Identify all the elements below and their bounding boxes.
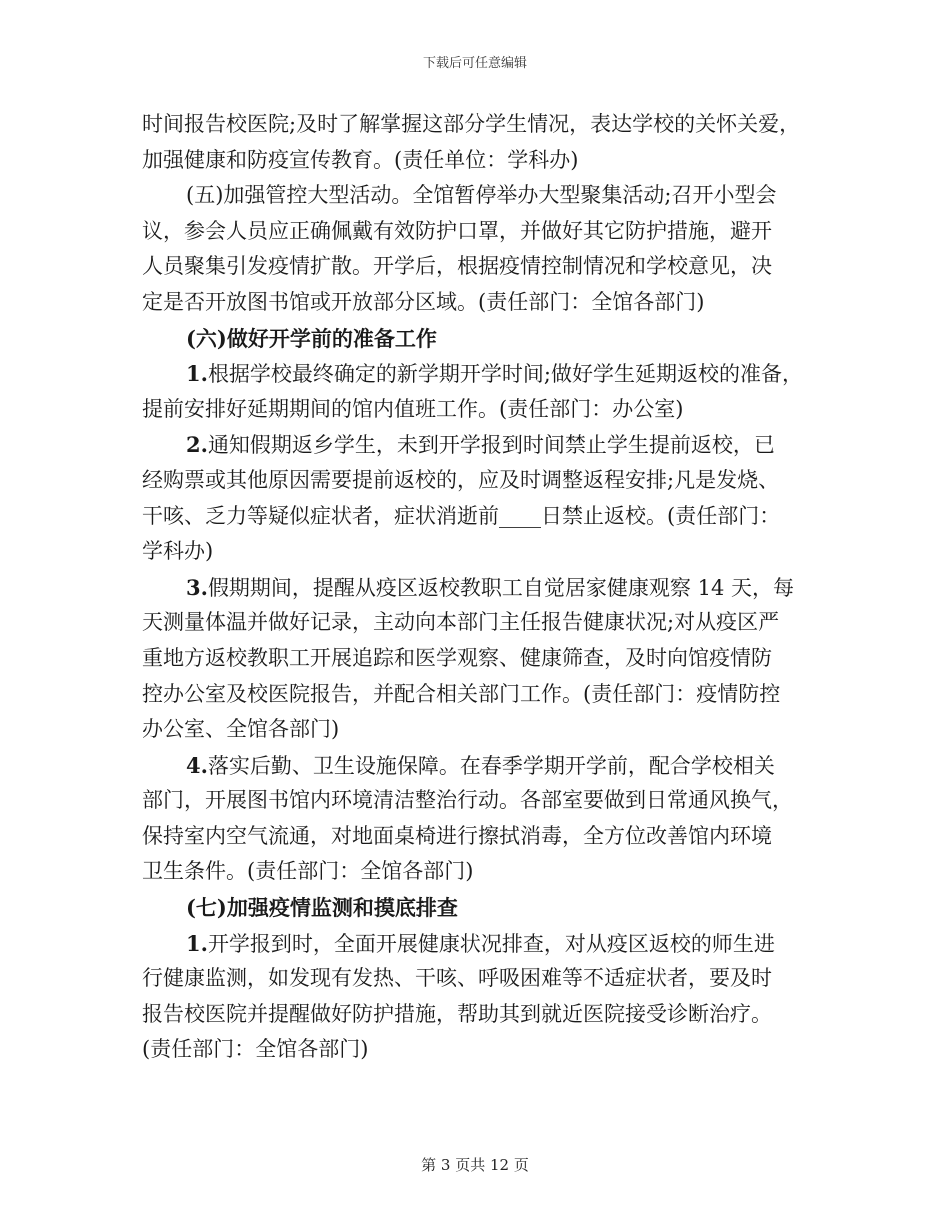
body-line: 提前安排好延期期间的馆内值班工作。(责任部门：办公室)	[142, 396, 684, 421]
item-text: 假期期间，提醒从疫区返校教职工自觉居家健康观察 14 天，每	[207, 575, 795, 600]
body-line: 保持室内空气流通，对地面桌椅进行擦拭消毒，全方位改善馆内环境	[142, 823, 772, 848]
body-line: 天测量体温并做好记录，主动向本部门主任报告健康状况;对从疫区严	[142, 610, 780, 635]
body-line: (责任部门：全馆各部门)	[142, 1037, 369, 1062]
body-line: 时间报告校医院;及时了解掌握这部分学生情况，表达学校的关怀关爱，	[142, 112, 801, 136]
item-text: 开学报到时，全面开展健康状况排查，对从疫区返校的师生进	[207, 931, 775, 956]
body-line: 办公室、全馆各部门)	[142, 717, 340, 742]
body-line: 定是否开放图书馆或开放部分区域。(责任部门：全馆各部门)	[142, 289, 705, 314]
numbered-item-line	[142, 427, 822, 463]
document-body	[142, 107, 822, 1068]
numbered-item-line	[142, 570, 822, 606]
body-line: 加强健康和防疫宣传教育。(责任单位：学科办)	[142, 147, 579, 172]
page-footer: 第 3 页共 12 页	[421, 1156, 529, 1174]
item-number: 1.	[186, 930, 208, 956]
item-text: 通知假期返乡学生，未到开学报到时间禁止学生提前返校，已	[207, 433, 775, 458]
section-heading-seven: (七)加强疫情监测和摸底排查	[186, 895, 458, 921]
item-number: 3.	[186, 574, 208, 600]
body-line: 重地方返校教职工开展追踪和医学观察、健康筛查，及时向馆疫情防	[142, 645, 772, 670]
body-line: 卫生条件。(责任部门：全馆各部门)	[142, 859, 474, 884]
paragraph-start-line: (五)加强管控大型活动。全馆暂停举办大型聚集活动;召开小型会	[186, 183, 777, 208]
item-text: 落实后勤、卫生设施保障。在春季学期开学前，配合学校相关	[207, 753, 775, 778]
body-line: 行健康监测，如发现有发热、干咳、呼吸困难等不适症状者，要及时	[142, 966, 772, 991]
item-number: 2.	[186, 432, 208, 458]
body-line: 干咳、乏力等疑似症状者，症状消逝前____日禁止返校。(责任部门：	[142, 503, 781, 528]
body-line: 学科办)	[142, 539, 214, 564]
numbered-item-line	[142, 926, 822, 962]
item-number: 4.	[186, 752, 208, 778]
item-number: 1.	[186, 361, 208, 387]
numbered-item-line	[142, 748, 822, 784]
item-text: 根据学校最终确定的新学期开学时间;做好学生延期返校的准备，	[207, 362, 804, 387]
body-line: 议，参会人员应正确佩戴有效防护口罩，并做好其它防护措施，避开	[142, 218, 772, 243]
body-line: 控办公室及校医院报告，并配合相关部门工作。(责任部门：疫情防控	[142, 681, 781, 706]
body-line: 报告校医院并提醒做好防护措施，帮助其到就近医院接受诊断治疗。	[142, 1001, 772, 1026]
body-line: 经购票或其他原因需要提前返校的，应及时调整返程安排;凡是发烧、	[142, 467, 780, 492]
section-heading-six: (六)做好开学前的准备工作	[186, 325, 437, 351]
body-line: 部门，开展图书馆内环境清洁整治行动。各部室要做到日常通风换气，	[142, 788, 793, 813]
numbered-item-line	[142, 356, 822, 392]
page-header: 下载后可任意编辑	[422, 56, 527, 71]
body-line: 人员聚集引发疫情扩散。开学后，根据疫情控制情况和学校意见，决	[142, 254, 772, 279]
